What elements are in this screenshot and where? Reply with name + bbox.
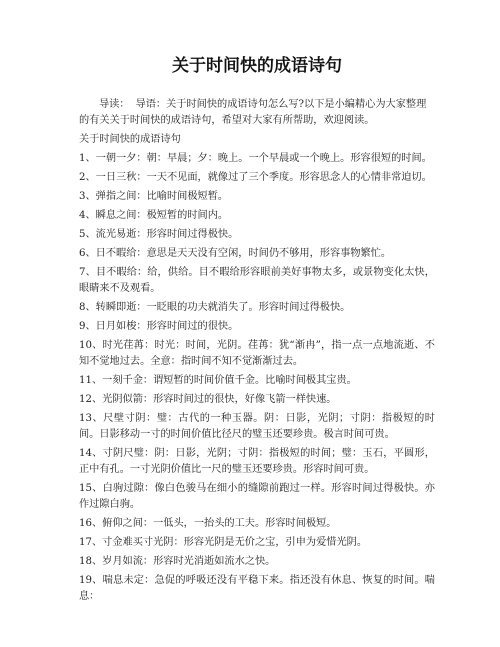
section-heading: 关于时间快的成语诗句 [79,134,181,145]
list-item: 15、白驹过隙：像白色骏马在细小的缝隙前跑过一样。形容时间过得极快。亦作过隙白驹。 [79,483,435,510]
list-item: 13、尺壁寸阴：璧：古代的一种玉器。阴：日影，光阴；寸阴：指极短的时间。日影移动一寸的时间价值比径尺的璧玉还要珍贵。极言时间可贵。 [79,413,435,440]
intro-paragraph [79,97,435,129]
document-title: 关于时间快的成语诗句 [172,56,342,76]
list-item: 2、一日三秋：一天不见面，就像过了三个季度。形容思念人的心情非常迫切。 [79,172,432,183]
intro-lead: 导读： [99,99,130,110]
list-item: 10、时光荏苒：时光：时间，光阴。荏苒：犹“渐冉”，指一点一点地流逝、不知不觉地过去。全意：指时间不知不觉渐渐过去。 [79,340,435,367]
list-item: 16、俯仰之间：一低头，一抬头的工夫。形容时间极短。 [79,518,337,529]
list-item: 4、瞬息之间：极短暂的时间内。 [79,210,229,221]
list-item: 14、寸阴尺璧：阴：日影，光阴；寸阴：指极短的时间；璧：玉石，平圆形，正中有孔。一寸光阴价值比一尺的璧玉还要珍贵。形容时间可贵。 [79,448,435,475]
list-item: 12、光阴似箭：形容时间过的很快，好像飞箭一样快速。 [79,394,337,405]
list-item: 9、日月如梭：形容时间过的很快。 [79,321,239,332]
list-item: 1、一朝一夕：朝：早晨；夕：晚上。一个早晨或一个晚上。形容很短的时间。 [79,153,432,164]
list-item: 5、流光易逝：形容时间过得极快。 [79,229,239,240]
list-item: 17、寸金难买寸光阴：形容光阴是无价之宝，引申为爱惜光阴。 [79,537,368,548]
list-item: 6、日不暇给：意思是天天没有空闲，时间仍不够用，形容事物繁忙。 [79,248,392,259]
idiom-list [79,151,435,605]
list-item: 8、转瞬即逝：一眨眼的功夫就消失了。形容时间过得极快。 [79,302,351,313]
list-item: 7、目不暇给：给，供给。目不暇给形容眼前美好事物太多，或景物变化太快，眼睛来不及观看。 [79,267,435,294]
list-item: 11、一刻千金：谓短暂的时间价值千金。比喻时间极其宝贵。 [79,375,357,386]
intro-text: 导语：关于时间快的成语诗句怎么写?以下是小编精心为大家整理的有关关于时间快的成语诗句，希望对大家有所帮助，欢迎阅读。 [79,99,427,126]
list-item: 19、喘息未定：急促的呼吸还没有平稳下来。指还没有休息、恢复的时间。喘息： [79,575,435,602]
list-item: 18、岁月如流：形容时光消逝如流水之快。 [79,556,276,567]
list-item: 3、弹指之间：比喻时间极短暂。 [79,191,229,202]
